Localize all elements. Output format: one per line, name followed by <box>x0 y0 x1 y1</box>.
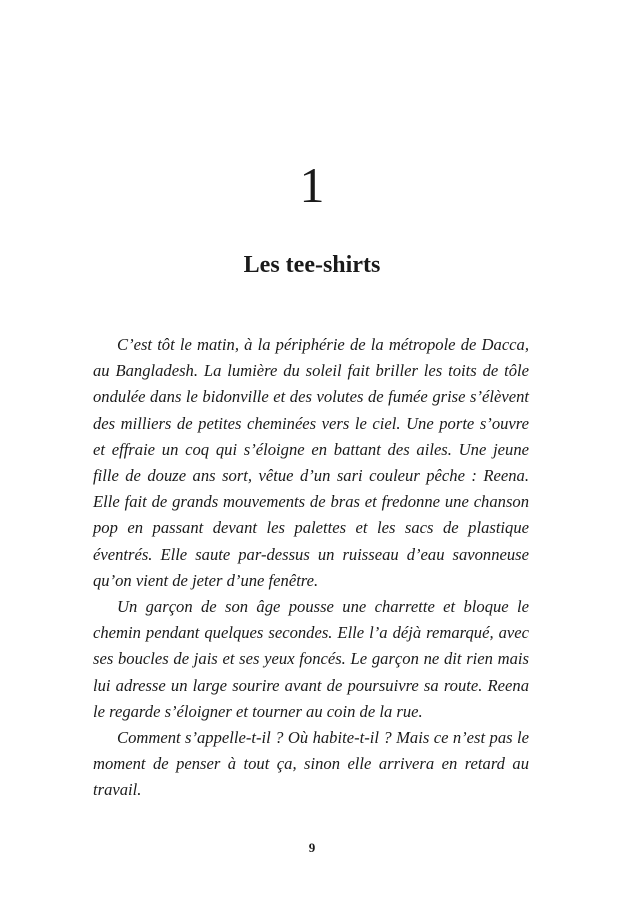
paragraph: Comment s’appelle-t-il ? Où habite-t-il ? Mais ce n’est pas le moment de penser à tout ça, sinon elle arrivera en retard au travail. <box>93 728 529 800</box>
chapter-body <box>93 332 529 804</box>
paragraph: C’est tôt le matin, à la périphérie de la métropole de Dacca, au Bangladesh. La lumière du soleil fait briller les toits de tôle ondulée dans le bidonville et des volutes de fumée grise s’élèvent des milliers de petites cheminées vers le ciel. Une porte s’ouvre et effraie un coq qui s’éloigne en battant des ailes. Une jeune fille de douze ans sort, vêtue d’un sari couleur pêche : Reena. Elle fait de grands mouvements de bras et fredonne une chanson pop en passant devant les palettes et les sacs de plastique éventrés. Elle saute par-dessus un ruisseau d’eau savonneuse qu’on vient de jeter d’une fenêtre. <box>93 335 529 590</box>
page-number: 9 <box>308 840 316 855</box>
chapter-number: 1 <box>299 157 325 213</box>
chapter-title: Les tee-shirts <box>243 252 381 278</box>
paragraph: Un garçon de son âge pousse une charrette et bloque le chemin pendant quelques secondes. Elle l’a déjà remarqué, avec ses boucles de jais et ses yeux foncés. Le garçon ne dit rien mais lui adresse un large sourire avant de poursuivre sa route. Reena le regarde s’éloigner et tourner au coin de la rue. <box>93 597 529 721</box>
